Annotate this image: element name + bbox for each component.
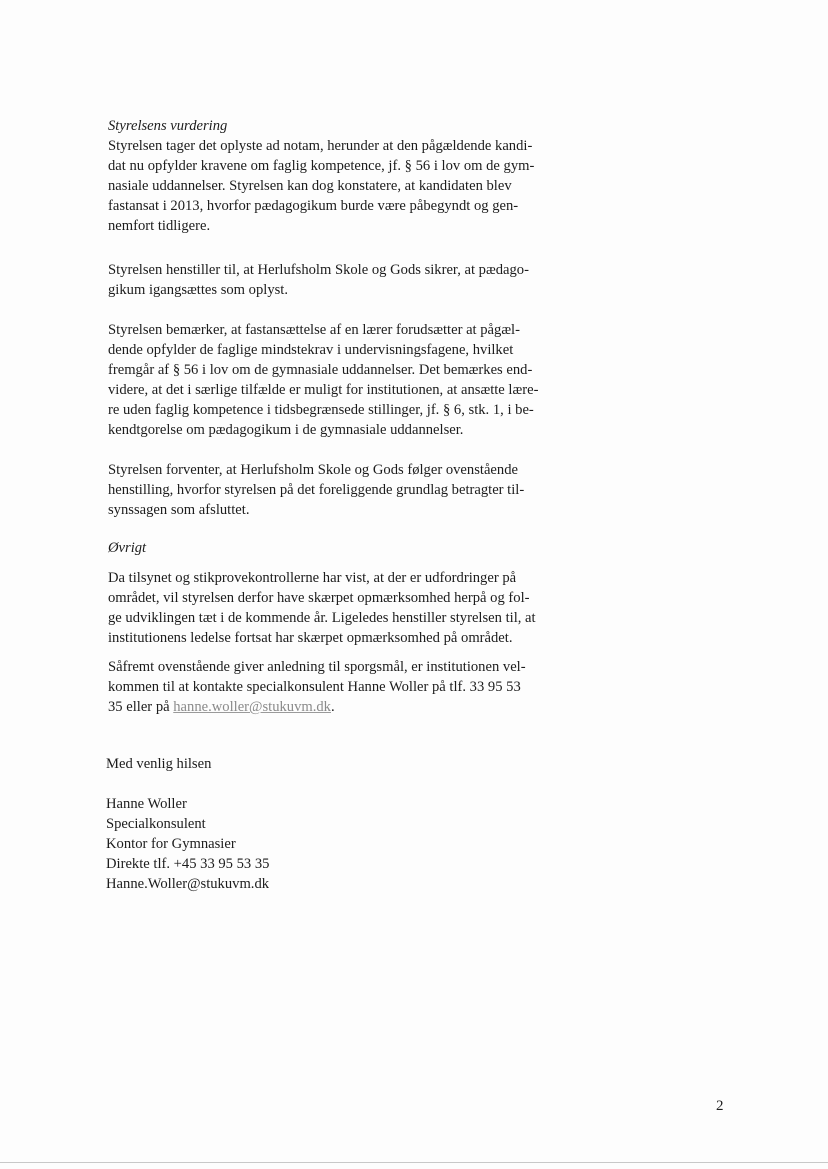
paragraph-oevrigt-2 <box>108 657 558 717</box>
section-vurdering <box>108 116 558 236</box>
text-line: henstilling, hvorfor styrelsen på det foreliggende grundlag betragter til- <box>108 482 525 498</box>
text-line: kommen til at kontakte specialkonsulent Hanne Woller på tlf. 33 95 53 <box>108 679 521 695</box>
text-line: Såfremt ovenstående giver anledning til sporgsmål, er institutionen vel- <box>108 659 526 675</box>
closing-greeting <box>106 754 556 774</box>
text-line: gikum igangsættes som oplyst. <box>108 282 288 298</box>
text-line-with-link <box>108 697 558 717</box>
text-line: re uden faglig kompetence i tidsbegrænsede stillinger, jf. § 6, stk. 1, i be- <box>108 402 534 418</box>
signature-email: Hanne.Woller@stukuvm.dk <box>106 876 270 892</box>
section-oevrigt <box>108 538 558 558</box>
signature-block <box>106 794 556 894</box>
text-line: Styrelsen henstiller til, at Herlufsholm Skole og Gods sikrer, at pædago- <box>108 262 529 278</box>
text-line: dende opfylder de faglige mindstekrav i undervisningsfagene, hvilket <box>108 342 514 358</box>
text-line: nemfort tidligere. <box>108 218 211 234</box>
text-line: institutionens ledelse fortsat har skærpet opmærksomhed på området. <box>108 630 513 646</box>
text-line: Da tilsynet og stikprovekontrollerne har vist, at der er udfordringer på <box>108 570 517 586</box>
text-line: kendtgorelse om pædagogikum i de gymnasiale uddannelser. <box>108 422 464 438</box>
text-line: Styrelsen bemærker, at fastansættelse af en lærer forudsætter at pågæl- <box>108 322 520 338</box>
text-line: dat nu opfylder kravene om faglig kompetence, jf. § 56 i lov om de gym- <box>108 158 535 174</box>
paragraph-vurdering-4 <box>108 460 558 520</box>
text-line: videre, at det i særlige tilfælde er muligt for institutionen, at ansætte lære- <box>108 382 539 398</box>
signature-title: Specialkonsulent <box>106 816 206 832</box>
section-heading-vurdering: Styrelsens vurdering <box>108 118 228 134</box>
text-line: Styrelsen forventer, at Herlufsholm Skole og Gods følger ovenstående <box>108 462 518 478</box>
text-line: området, vil styrelsen derfor have skærpet opmærksomhed herpå og fol- <box>108 590 530 606</box>
paragraph-vurdering-1 <box>108 136 558 236</box>
signature-office: Kontor for Gymnasier <box>106 836 236 852</box>
paragraph-vurdering-2 <box>108 260 558 300</box>
section-heading-oevrigt: Øvrigt <box>108 540 147 556</box>
text-fragment: . <box>330 699 335 715</box>
paragraph-vurdering-3 <box>108 320 558 440</box>
signature-name: Hanne Woller <box>106 796 187 812</box>
scan-edge-line <box>0 1162 828 1163</box>
text-line: ge udviklingen tæt i de kommende år. Ligeledes henstiller styrelsen til, at <box>108 610 536 626</box>
text-line: Styrelsen tager det oplyste ad notam, herunder at den pågældende kandi- <box>108 138 533 154</box>
text-line: fastansat i 2013, hvorfor pædagogikum burde være påbegyndt og gen- <box>108 198 519 214</box>
signature-phone: Direkte tlf. +45 33 95 53 35 <box>106 856 270 872</box>
text-line: nasiale uddannelser. Styrelsen kan dog konstatere, at kandidaten blev <box>108 178 512 194</box>
text-fragment: 35 eller på <box>108 699 174 715</box>
email-link[interactable]: hanne.woller@stukuvm.dk <box>173 699 331 715</box>
paragraph-oevrigt-1 <box>108 568 558 648</box>
text-line: synssagen som afsluttet. <box>108 502 250 518</box>
text-line: fremgår af § 56 i lov om de gymnasiale uddannelser. Det bemærkes end- <box>108 362 533 378</box>
greeting-text: Med venlig hilsen <box>106 756 212 772</box>
page-number: 2 <box>716 1098 724 1114</box>
